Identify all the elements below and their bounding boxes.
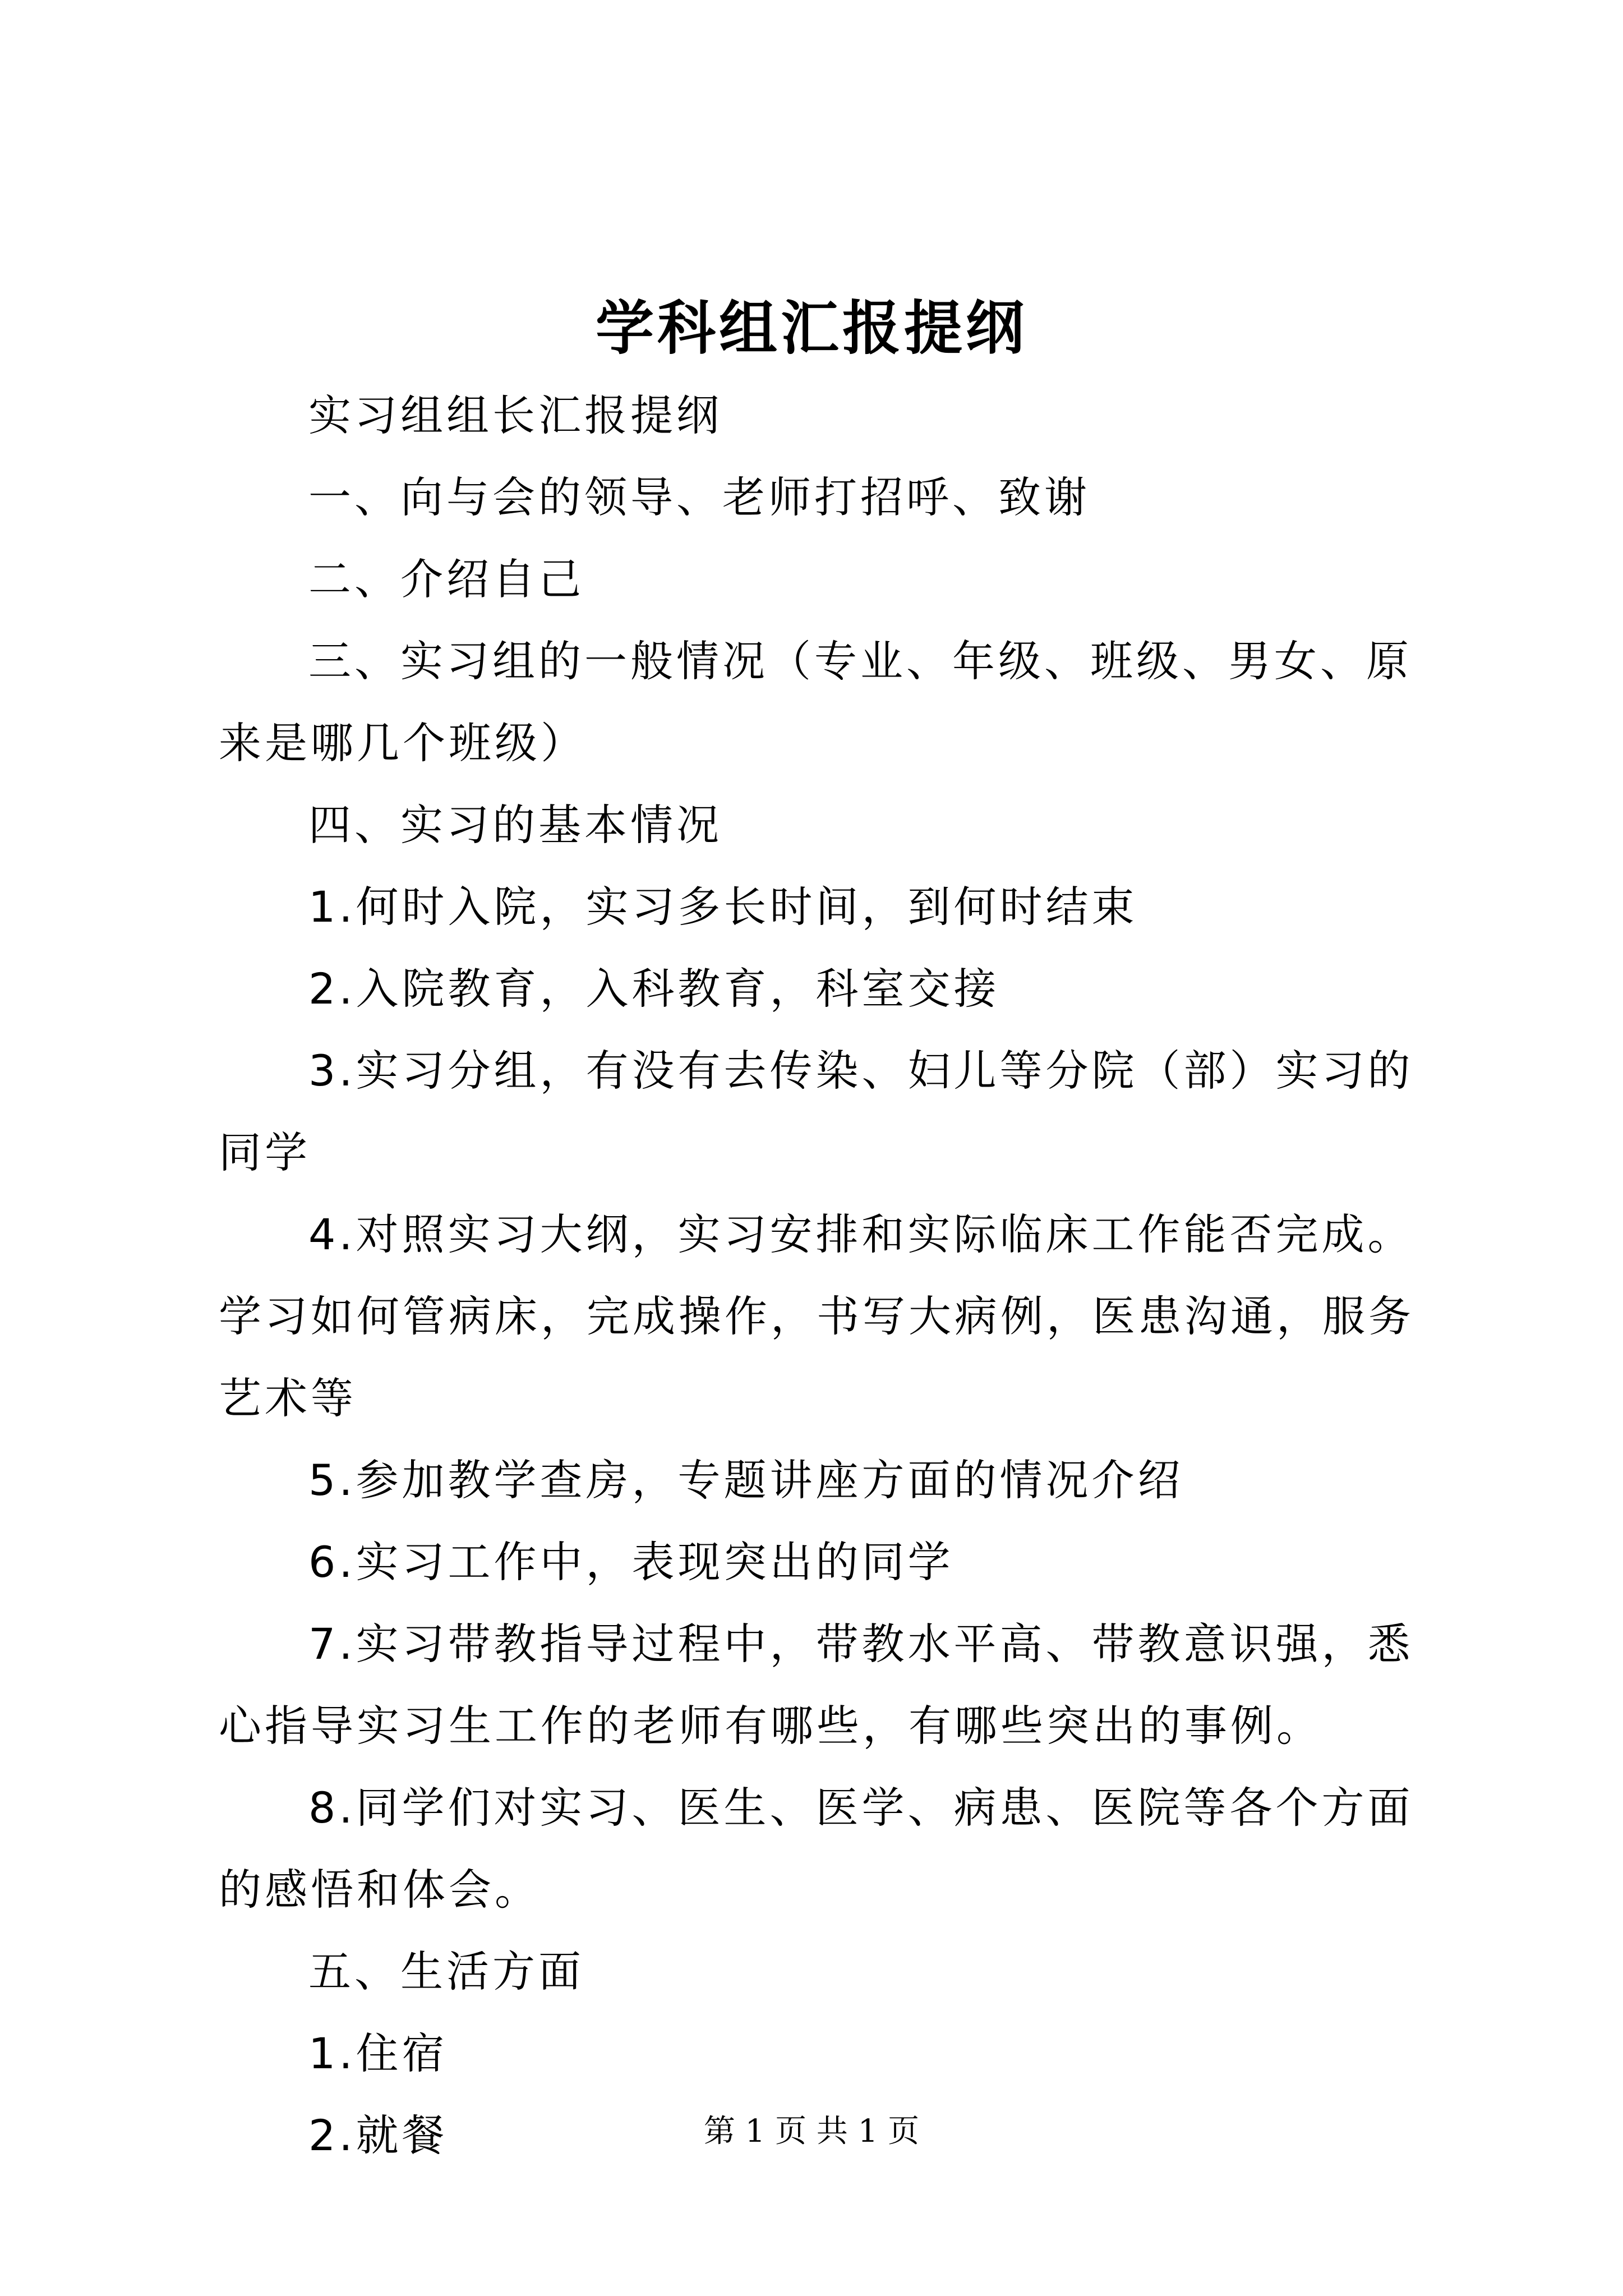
paragraph: 6.实习工作中，表现突出的同学 xyxy=(308,1537,954,1587)
paragraph: 1.住宿 xyxy=(308,2028,448,2078)
paragraph: 实习组组长汇报提纲 xyxy=(308,390,722,440)
paragraph: 三、实习组的一般情况（专业、年级、班级、男女、原来是哪几个班级） xyxy=(219,636,1412,768)
paragraph: 1.何时入院，实习多长时间，到何时结束 xyxy=(308,882,1138,932)
paragraph: 4.对照实习大纲，实习安排和实际临床工作能否完成。学习如何管病床，完成操作，书写大病例，医患沟通，服务艺术等 xyxy=(219,1209,1414,1423)
paragraph: 5.参加教学查房，专题讲座方面的情况介绍 xyxy=(308,1455,1184,1505)
paragraph: 五、生活方面 xyxy=(308,1947,584,1996)
paragraph: 一、向与会的领导、老师打招呼、致谢 xyxy=(308,472,1090,522)
paragraph: 2.入院教育，入科教育，科室交接 xyxy=(308,964,1000,1014)
paragraph: 3.实习分组，有没有去传染、妇儿等分院（部）实习的同学 xyxy=(219,1046,1414,1177)
paragraph: 8.同学们对实习、医生、医学、病患、医院等各个方面的感悟和体会。 xyxy=(219,1783,1414,1915)
paragraph: 四、实习的基本情况 xyxy=(308,800,722,850)
paragraph: 2.就餐 xyxy=(308,2110,448,2160)
page-footer: 第 1 页 共 1 页 xyxy=(703,2113,920,2150)
document-title: 学科组汇报提纲 xyxy=(595,293,1027,362)
document-body xyxy=(219,375,1430,2177)
paragraph: 7.实习带教指导过程中，带教水平高、带教意识强，悉心指导实习生工作的老师有哪些，有哪些突出的事例。 xyxy=(219,1619,1414,1751)
paragraph: 二、介绍自己 xyxy=(308,554,584,604)
